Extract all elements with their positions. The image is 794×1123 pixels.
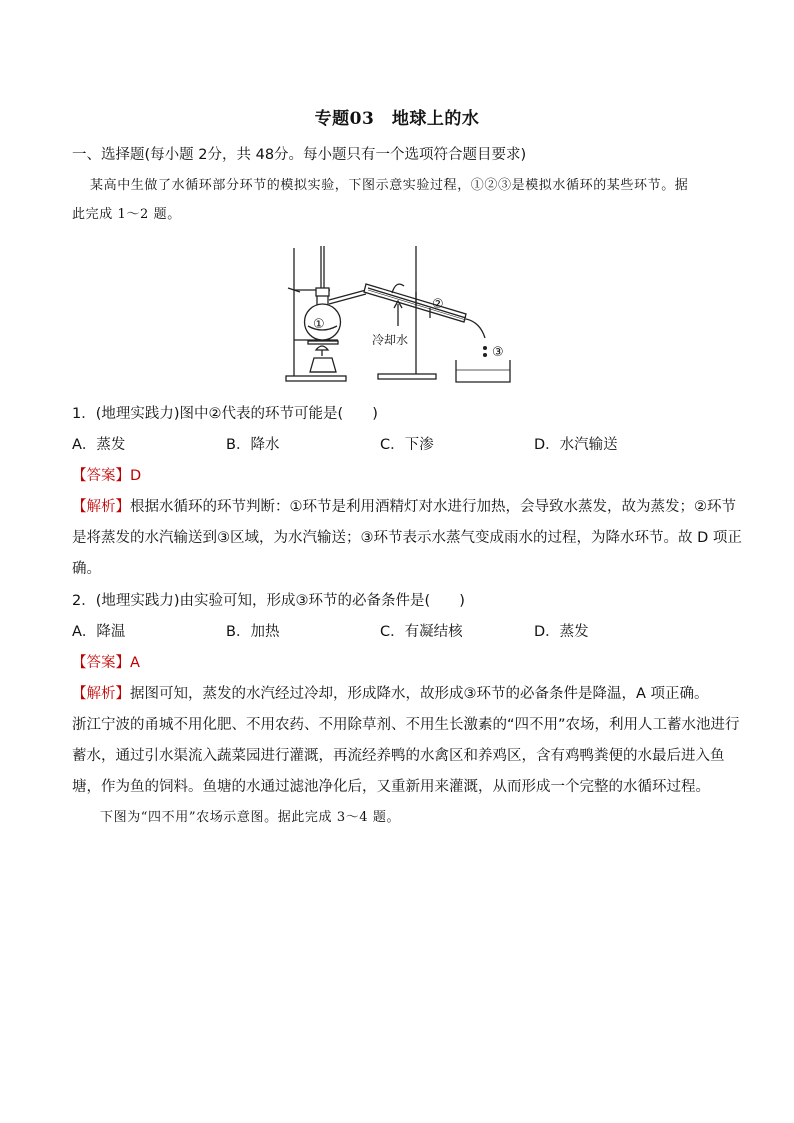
q1-answer <box>72 466 732 486</box>
label-cold-water: 冷却水 <box>372 333 409 347</box>
intro2-line: 浙江宁波的甬城不用化肥、不用农药、不用除草剂、不用生长激素的“四不用”农场，利用人工蓄水池进行 <box>72 717 740 733</box>
answer-tag: 【答案】 <box>72 468 130 484</box>
q2-option-b: B．加热 <box>226 624 280 640</box>
q1-option-b: B．降水 <box>226 437 280 453</box>
page-title: 专题03 地球上的水 <box>314 109 480 129</box>
q1-option-a: A．蒸发 <box>72 437 126 453</box>
q2-analysis-line <box>72 684 732 704</box>
analysis-text: 据图可知，蒸发的水汽经过冷却，形成降水，故形成③环节的必备条件是降温，A 项正确。 <box>130 686 709 702</box>
intro2-line: 塘，作为鱼的饲料。鱼塘的水通过滤池净化后，又重新用来灌溉，从而形成一个完整的水循环过程。 <box>72 779 710 795</box>
intro-paragraph-line: 某高中生做了水循环部分环节的模拟实验，下图示意实验过程，①②③是模拟水循环的某些环节。据 <box>90 178 689 193</box>
intro2-line: 蓄水，通过引水渠流入蔬菜园进行灌溉，再流经养鸭的水禽区和养鸡区，含有鸡鸭粪便的水最后进入鱼 <box>72 748 725 764</box>
label-1: ① <box>313 317 325 332</box>
q2-option-a: A．降温 <box>72 624 126 640</box>
label-2: ② <box>432 297 444 312</box>
intro-paragraph-line: 此完成 1～2 题。 <box>72 207 181 222</box>
q1-analysis-line: 确。 <box>72 561 101 577</box>
q2-option-d: D．蒸发 <box>534 624 589 640</box>
q1-option-d: D．水汽输送 <box>534 437 618 453</box>
answer-value: A <box>130 655 140 671</box>
answer-value: D <box>130 468 142 484</box>
label-3: ③ <box>492 345 504 360</box>
analysis-tag: 【解析】 <box>72 499 130 515</box>
intro2-line: 下图为“四不用”农场示意图。据此完成 3～4 题。 <box>100 810 401 825</box>
q1-option-c: C．下渗 <box>380 437 434 453</box>
answer-tag: 【答案】 <box>72 655 130 671</box>
q1-analysis-line <box>72 497 736 517</box>
experiment-diagram <box>280 238 512 388</box>
question-2-stem: 2．(地理实践力)由实验可知，形成③环节的必备条件是( ) <box>72 593 465 609</box>
analysis-tag: 【解析】 <box>72 686 130 702</box>
analysis-text: 根据水循环的环节判断：①环节是利用酒精灯对水进行加热，会导致水蒸发，故为蒸发；②环节 <box>130 499 736 515</box>
q2-option-c: C．有凝结核 <box>380 624 463 640</box>
question-1-stem: 1．(地理实践力)图中②代表的环节可能是( ) <box>72 406 378 422</box>
q1-analysis-line: 是将蒸发的水汽输送到③区域，为水汽输送；③环节表示水蒸气变成雨水的过程，为降水环节。故 D 项正 <box>72 530 742 546</box>
section-heading: 一、选择题(每小题 2分，共 48分。每小题只有一个选项符合题目要求) <box>72 147 527 163</box>
q2-answer <box>72 653 732 673</box>
